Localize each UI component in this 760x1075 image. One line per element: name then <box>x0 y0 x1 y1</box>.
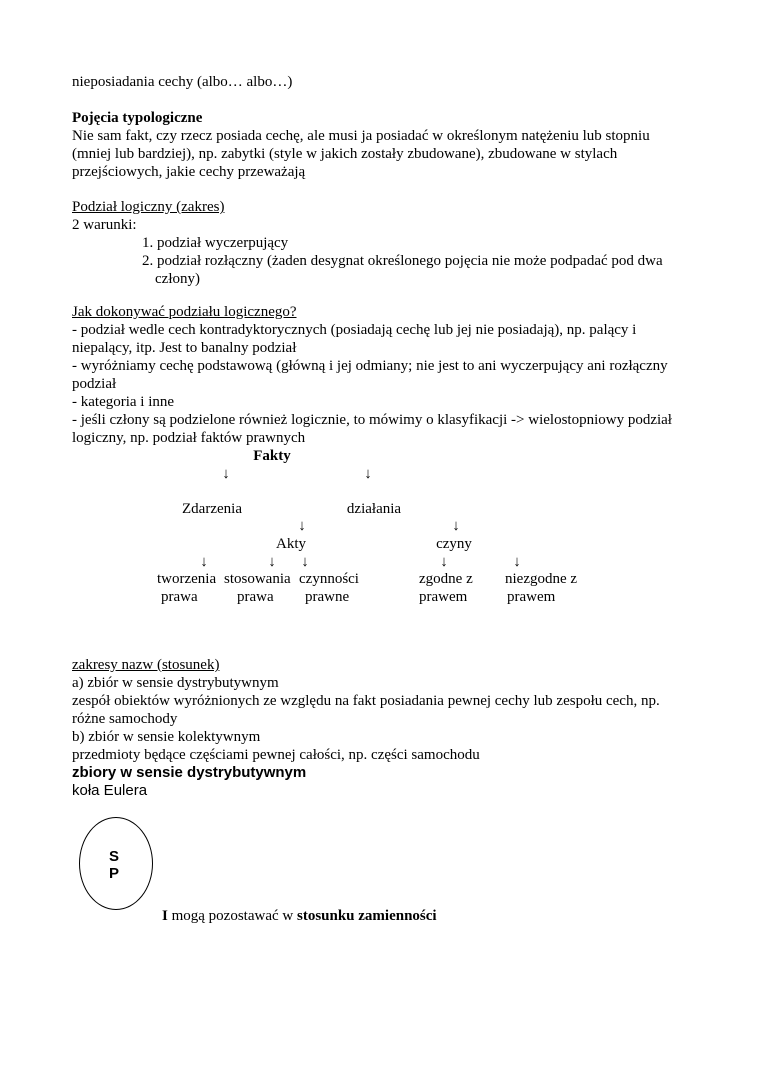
tree-leaf-stosowania-2: prawa <box>237 589 274 605</box>
typological-heading: Pojęcia typologiczne <box>72 110 203 126</box>
distributive-sets-heading: zbiory w sensie dystrybutywnym <box>72 764 307 781</box>
relation-caption <box>162 907 437 925</box>
arrow-down-icon: ↓ <box>452 518 460 534</box>
how-to-line-3: - wyróżniamy cechę podstawową (główną i jej odmiany; nie jest to ani wyczerpujący ani rozłączny <box>72 358 668 374</box>
tree-leaf-tworzenia: tworzenia <box>157 571 217 587</box>
tree-leaf-tworzenia-2: prawa <box>161 589 198 605</box>
ranges-line-1: a) zbiór w sensie dystrybutywnym <box>72 675 279 691</box>
euler-label-s: S <box>109 848 120 865</box>
ranges-line-2: zespół obiektów wyróżnionych ze względu na fakt posiadania pewnej cechy lub zespołu cech, np. <box>72 693 660 709</box>
logical-division-heading: Podział logiczny (zakres) <box>72 199 225 215</box>
caption-text: mogą pozostawać w <box>167 908 297 924</box>
conditions-label: 2 warunki: <box>72 217 137 233</box>
arrow-down-icon: ↓ <box>440 554 448 570</box>
tree-node-zdarzenia: Zdarzenia <box>182 501 242 517</box>
ranges-line-4: b) zbiór w sensie kolektywnym <box>72 729 261 745</box>
arrow-down-icon: ↓ <box>268 554 276 570</box>
ranges-line-3: różne samochody <box>72 711 178 727</box>
how-to-heading: Jak dokonywać podziału logicznego? <box>72 304 297 320</box>
arrow-down-icon: ↓ <box>222 466 230 482</box>
tree-leaf-zgodne: zgodne z <box>419 571 473 587</box>
arrow-down-icon: ↓ <box>298 518 306 534</box>
tree-leaf-czynnosci: czynności <box>299 571 359 587</box>
arrow-down-icon: ↓ <box>200 554 208 570</box>
ranges-line-5: przedmioty będące częściami pewnej całości, np. części samochodu <box>72 747 480 763</box>
arrow-down-icon: ↓ <box>301 554 309 570</box>
how-to-line-7: logiczny, np. podział faktów prawnych <box>72 430 306 446</box>
tree-node-czyny: czyny <box>436 536 472 552</box>
condition-2: 2. podział rozłączny (żaden desygnat określonego pojęcia nie może podpadać pod dwa <box>142 253 663 269</box>
how-to-line-5: - kategoria i inne <box>72 394 175 410</box>
euler-label-p: P <box>109 865 120 882</box>
arrow-down-icon: ↓ <box>513 554 521 570</box>
intro-line: nieposiadania cechy (albo… albo…) <box>72 74 293 90</box>
typological-line-1: Nie sam fakt, czy rzecz posiada cechę, ale musi ja posiadać w określonym natężeniu lub stopniu <box>72 128 650 144</box>
euler-label: koła Eulera <box>72 782 148 799</box>
how-to-line-2: niepalący, itp. Jest to banalny podział <box>72 340 297 356</box>
tree-node-akty: Akty <box>276 536 306 552</box>
arrow-down-icon: ↓ <box>364 466 372 482</box>
tree-leaf-zgodne-2: prawem <box>419 589 468 605</box>
condition-1: 1. podział wyczerpujący <box>142 235 289 251</box>
tree-leaf-niezgodne-2: prawem <box>507 589 556 605</box>
tree-leaf-czynnosci-2: prawne <box>305 589 350 605</box>
how-to-line-1: - podział wedle cech kontradyktorycznych (posiadają cechę lub jej nie posiadają), np. palący i <box>72 322 637 338</box>
how-to-line-4: podział <box>72 376 117 392</box>
tree-leaf-niezgodne: niezgodne z <box>505 571 578 587</box>
caption-bold: stosunku zamienności <box>296 908 437 924</box>
tree-node-dzialania: działania <box>346 501 402 517</box>
tree-leaf-stosowania: stosowania <box>224 571 291 587</box>
caption-symbol: I <box>162 908 168 924</box>
tree-root: Fakty <box>253 448 291 464</box>
typological-line-2: (mniej lub bardziej), np. zabytki (style w jakich zostały zbudowane), zbudowane w stylach <box>72 146 618 162</box>
how-to-line-6: - jeśli człony są podzielone również logicznie, to mówimy o klasyfikacji -> wielostopniowy podział <box>72 412 672 428</box>
condition-2-cont: człony) <box>155 271 200 287</box>
typological-line-3: przejściowych, jakie cechy przeważają <box>72 164 306 180</box>
ranges-heading: zakresy nazw (stosunek) <box>72 657 220 673</box>
